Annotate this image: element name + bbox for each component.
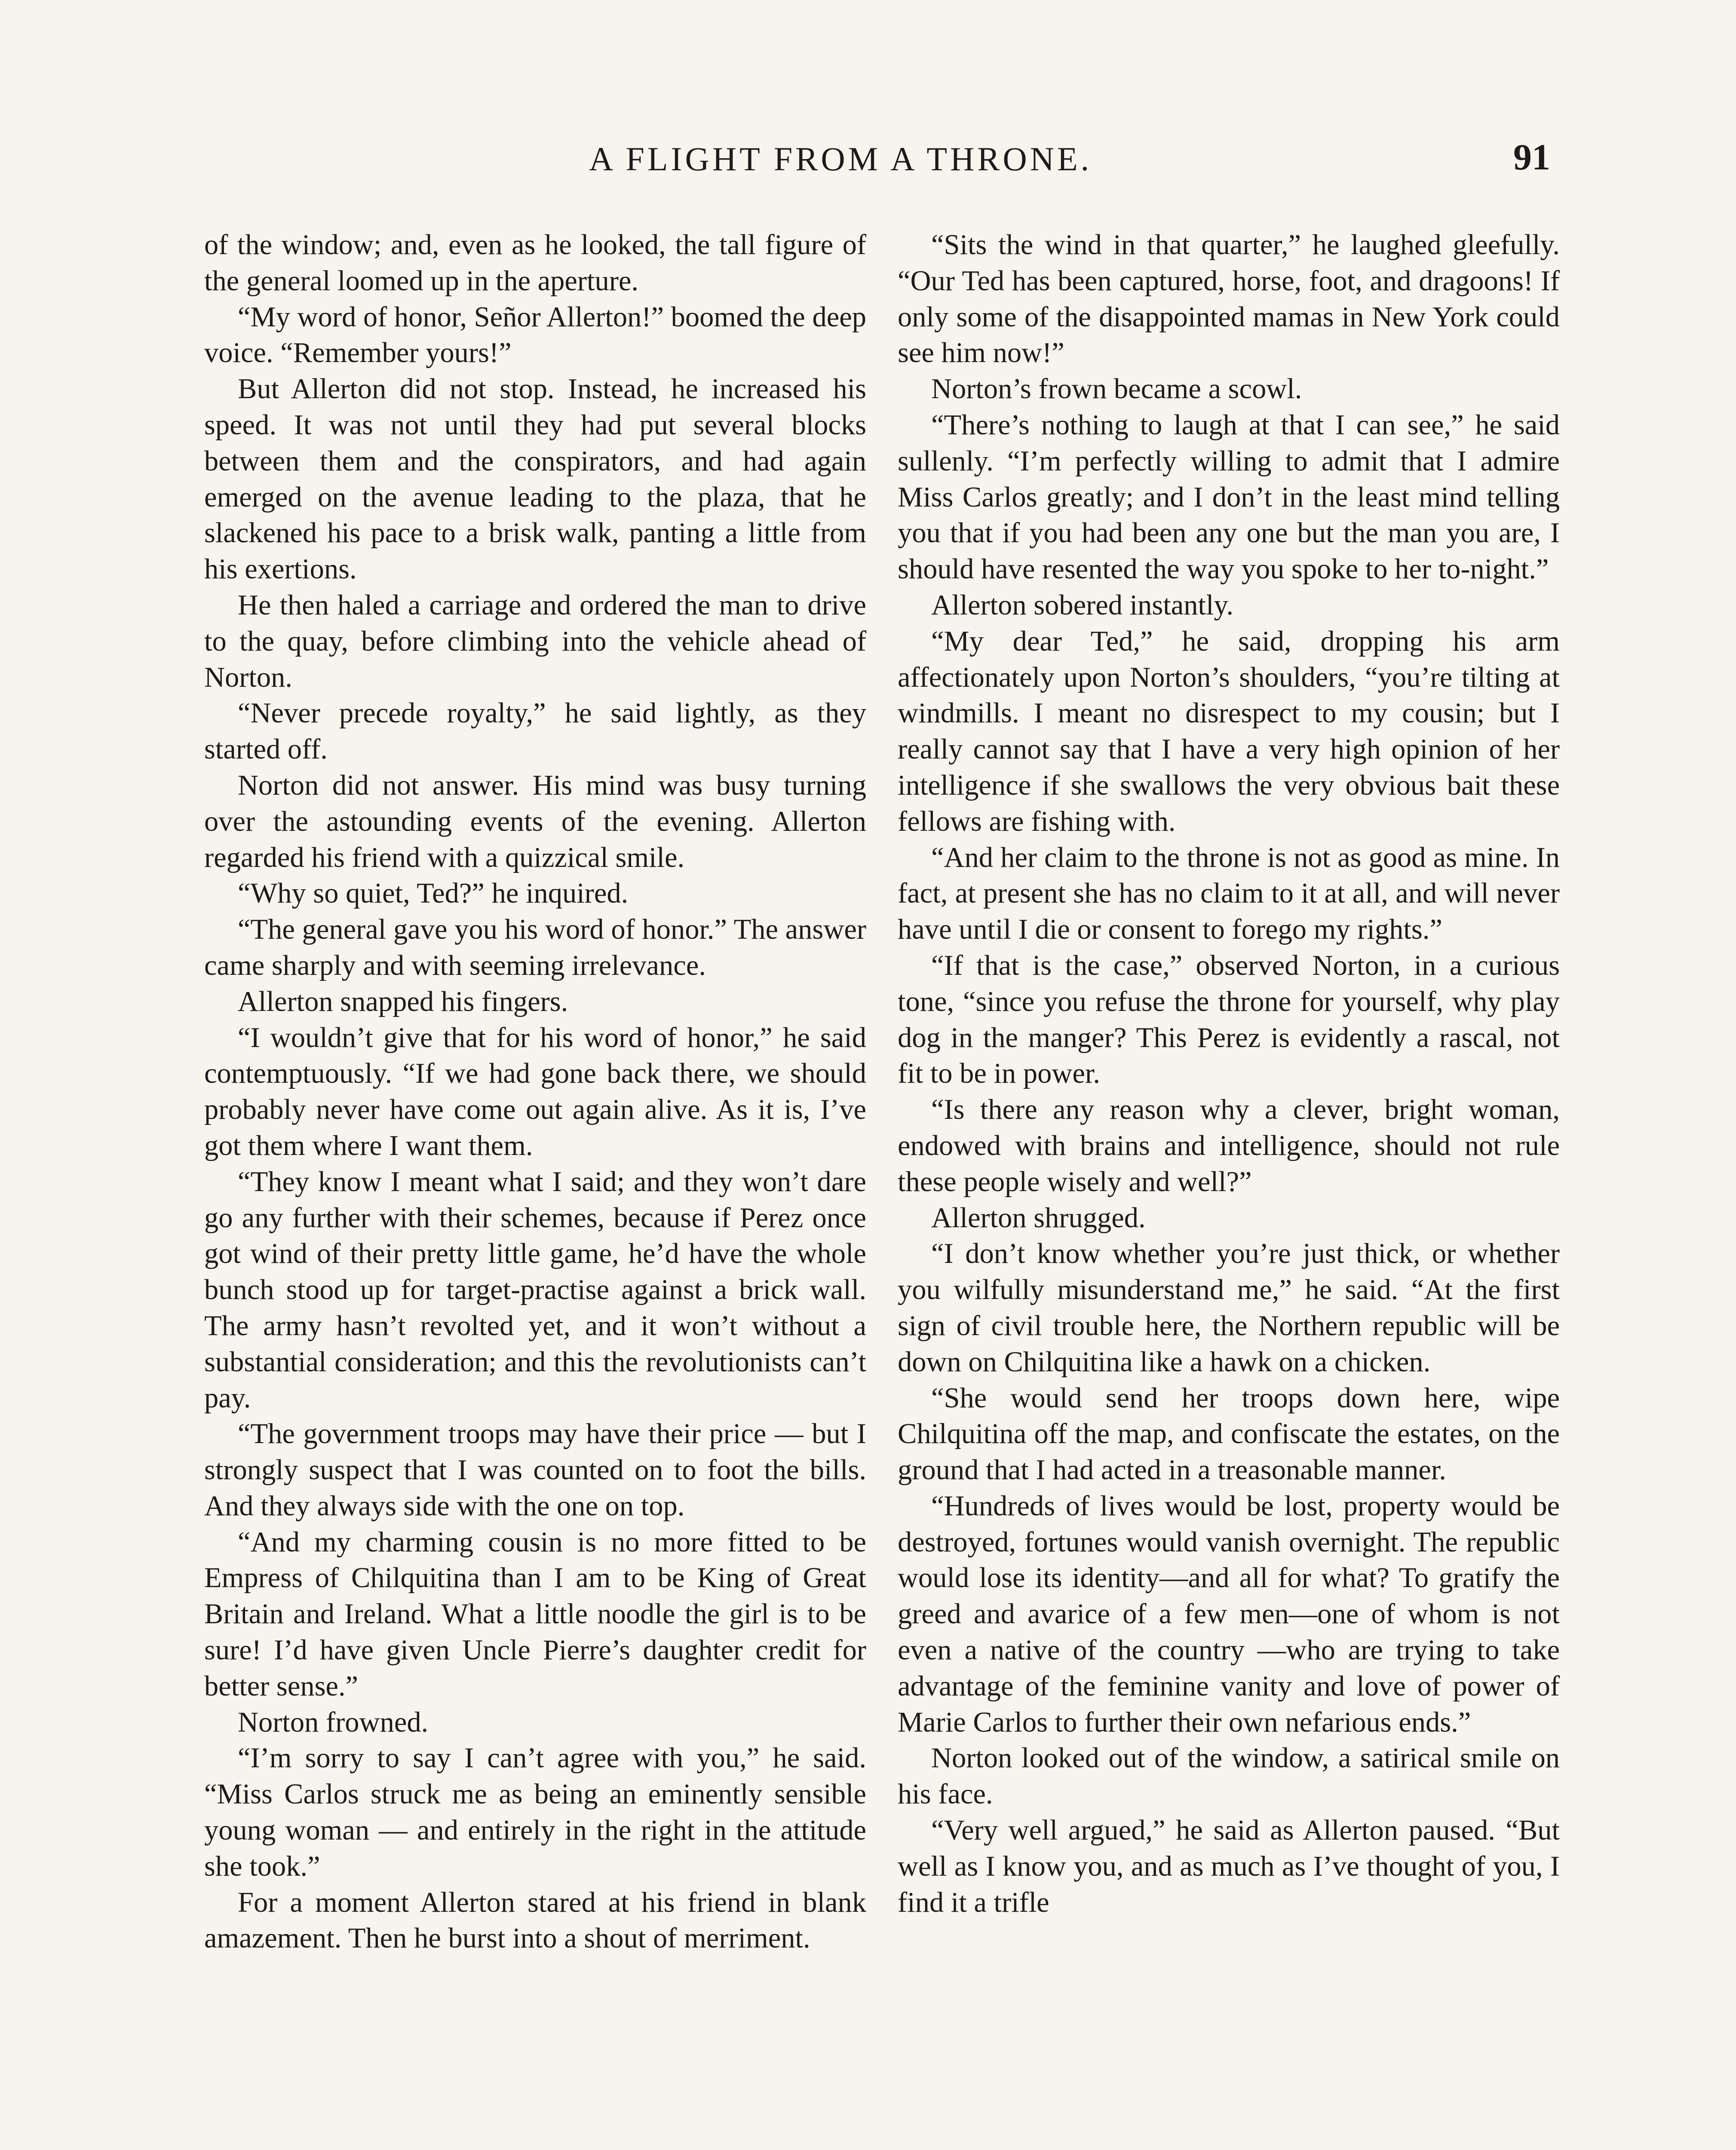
paragraph: “Is there any reason why a clever, bright woman, endowed with brains and intelligence, should not rule these people wisely and well?”: [898, 1094, 1560, 1198]
paragraph: Norton frowned.: [238, 1706, 429, 1738]
running-title: A FLIGHT FROM A THRONE.: [589, 140, 1092, 178]
paragraph: Norton’s frown became a scowl.: [931, 373, 1302, 405]
paragraph: “The government troops may have their price — but I strongly suspect that I was counted on to foot the bills. And they always side with the one on top.: [204, 1418, 866, 1522]
paragraph: “The general gave you his word of honor.” The answer came sharply and with seeming irrelevance.: [204, 914, 866, 981]
paragraph: “I’m sorry to say I can’t agree with you,” he said. “Miss Carlos struck me as being an eminently sensible young woman — and entirely in the right in the attitude she took.”: [204, 1742, 866, 1882]
right-column: [898, 227, 1560, 1920]
paragraph: “If that is the case,” observed Norton, in a curious tone, “since you refuse the throne for yourself, why play dog in the manger? This Perez is evidently a rascal, not fit to be in power.: [898, 949, 1560, 1090]
page-header: [0, 136, 1736, 187]
paragraph: He then haled a carriage and ordered the man to drive to the quay, before climbing into the vehicle ahead of Norton.: [204, 589, 866, 693]
page-number: 91: [1513, 136, 1550, 178]
paragraph: “And her claim to the throne is not as good as mine. In fact, at present she has no claim to it at all, and will never have until I die or consent to forego my rights.”: [898, 842, 1560, 946]
paragraph: Allerton snapped his fingers.: [238, 986, 568, 1017]
paragraph: “Never precede royalty,” he said lightly, as they started off.: [204, 697, 866, 765]
paragraph: “I don’t know whether you’re just thick, or whether you wilfully misunderstand me,” he said. “At the first sign of civil trouble here, the Northern republic will be down on Chilquitina like a hawk on a chicken.: [898, 1238, 1560, 1378]
paragraph: “Why so quiet, Ted?” he inquired.: [238, 878, 629, 909]
paragraph: “My dear Ted,” he said, dropping his arm affectionately upon Norton’s shoulders, “you’re tilting at windmills. I meant no disrespect to my cousin; but I really cannot say that I have a very high opinion of her intelligence if she swallows the very obvious bait these fellows are fishing with.: [898, 625, 1560, 837]
left-column: [204, 227, 866, 1956]
paragraph: “My word of honor, Señor Allerton!” boomed the deep voice. “Remember yours!”: [204, 301, 866, 369]
paragraph: “She would send her troops down here, wipe Chilquitina off the map, and confiscate the estates, on the ground that I had acted in a treasonable manner.: [898, 1382, 1560, 1486]
paragraph: “Very well argued,” he said as Allerton paused. “But well as I know you, and as much as I’ve thought of you, I find it a trifle: [898, 1815, 1560, 1918]
paragraph: “I wouldn’t give that for his word of honor,” he said contemptuously. “If we had gone back there, we should probably never have come out again alive. As it is, I’ve got them where I want them.: [204, 1022, 866, 1161]
paragraph: “And my charming cousin is no more fitted to be Empress of Chilquitina than I am to be King of Great Britain and Ireland. What a little noodle the girl is to be sure! I’d have given Uncle Pierre’s daughter credit for better sense.”: [204, 1526, 866, 1702]
paragraph: But Allerton did not stop. Instead, he increased his speed. It was not until they had put several blocks between them and the conspirators, and had again emerged on the avenue leading to the plaza, that he slackened his pace to a brisk walk, panting a little from his exertions.: [204, 373, 866, 585]
paragraph: “There’s nothing to laugh at that I can see,” he said sullenly. “I’m perfectly willing to admit that I admire Miss Carlos greatly; and I don’t in the least mind telling you that if you had been any one but the man you are, I should have resented the way you spoke to her to-night.”: [898, 409, 1560, 585]
paragraph: “Hundreds of lives would be lost, property would be destroyed, fortunes would vanish overnight. The republic would lose its identity—and all for what? To gratify the greed and avarice of a few men—one of whom is not even a native of the country —who are trying to take advantage of the feminine vanity and love of power of Marie Carlos to further their own nefarious ends.”: [898, 1490, 1560, 1738]
paragraph: Allerton shrugged.: [931, 1202, 1146, 1234]
paragraph: Norton did not answer. His mind was busy turning over the astounding events of the evening. Allerton regarded his friend with a quizzical smile.: [204, 769, 866, 873]
paragraph: “They know I meant what I said; and they won’t dare go any further with their schemes, because if Perez once got wind of their pretty little game, he’d have the whole bunch stood up for target-practise against a brick wall. The army hasn’t revolted yet, and it won’t without a substantial consideration; and this the revolutionists can’t pay.: [204, 1166, 866, 1414]
paragraph: of the window; and, even as he looked, the tall figure of the general loomed up in the aperture.: [204, 229, 866, 297]
paragraph: “Sits the wind in that quarter,” he laughed gleefully. “Our Ted has been captured, horse, foot, and dragoons! If only some of the disappointed mamas in New York could see him now!”: [898, 229, 1560, 369]
paragraph: Norton looked out of the window, a satirical smile on his face.: [898, 1742, 1560, 1810]
paragraph: For a moment Allerton stared at his friend in blank amazement. Then he burst into a shout of merriment.: [204, 1886, 866, 1954]
paragraph: Allerton sobered instantly.: [931, 589, 1234, 621]
